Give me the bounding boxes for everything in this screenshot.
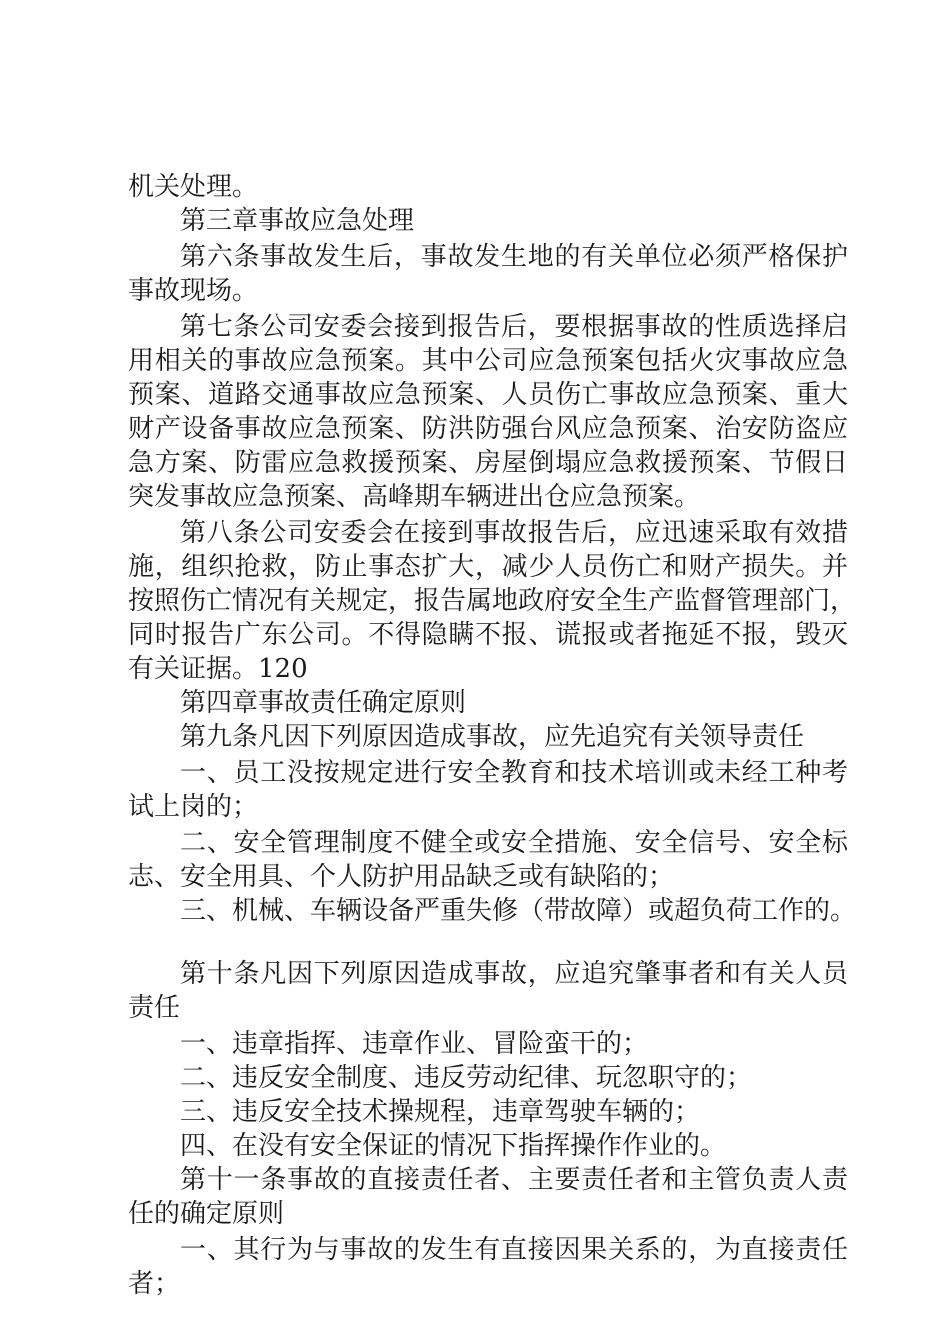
list-item: 一、违章指挥、违章作业、冒险蛮干的； <box>180 1029 649 1059</box>
text-line: 志、安全用具、个人防护用品缺乏或有缺陷的； <box>128 862 675 892</box>
article-line: 第九条凡因下列原因造成事故，应先追究有关领导责任 <box>180 722 805 752</box>
article-line: 第十条凡因下列原因造成事故，应追究肇事者和有关人员 <box>180 959 848 989</box>
text-line: 同时报告广东公司。不得隐瞒不报、谎报或者拖延不报，毁灭 <box>128 620 848 650</box>
article-line: 第十一条事故的直接责任者、主要责任者和主管负责人责 <box>180 1165 848 1195</box>
text-line: 责任 <box>128 993 181 1023</box>
chapter-heading: 第四章事故责任确定原则 <box>180 688 467 718</box>
text-line: 用相关的事故应急预案。其中公司应急预案包括火灾事故应急 <box>128 346 848 376</box>
text-line: 急方案、防雷应急救援预案、房屋倒塌应急救援预案、节假日 <box>128 448 848 478</box>
list-item: 三、违反安全技术操规程，违章驾驶车辆的； <box>180 1097 701 1127</box>
text-line: 财产设备事故应急预案、防洪防强台风应急预案、治安防盗应 <box>128 414 848 444</box>
list-item: 二、违反安全制度、违反劳动纪律、玩忽职守的； <box>180 1063 753 1093</box>
text-line: 机关处理。 <box>128 172 259 202</box>
text-line: 试上岗的； <box>128 792 259 822</box>
article-line: 第六条事故发生后，事故发生地的有关单位必须严格保护 <box>180 242 848 272</box>
text-line: 施，组织抢救，防止事态扩大，减少人员伤亡和财产损失。并 <box>128 552 848 582</box>
list-item: 三、机械、车辆设备严重失修（带故障）或超负荷工作的。 <box>180 896 857 926</box>
text-line: 预案、道路交通事故应急预案、人员伤亡事故应急预案、重大 <box>128 380 848 410</box>
text-line: 事故现场。 <box>128 276 259 306</box>
text-line: 任的确定原则 <box>128 1199 285 1229</box>
list-item: 四、在没有安全保证的情况下指挥操作作业的。 <box>180 1131 727 1161</box>
list-item: 一、其行为与事故的发生有直接因果关系的，为直接责任 <box>180 1235 848 1265</box>
article-line: 第七条公司安委会接到报告后，要根据事故的性质选择启 <box>180 312 848 342</box>
text-line: 突发事故应急预案、高峰期车辆进出仓应急预案。 <box>128 482 701 512</box>
list-item: 二、安全管理制度不健全或安全措施、安全信号、安全标 <box>180 828 848 858</box>
document-body <box>128 172 857 1299</box>
text-line: 有关证据。120 <box>128 654 308 684</box>
chapter-heading: 第三章事故应急处理 <box>180 206 415 236</box>
list-item: 一、员工没按规定进行安全教育和技术培训或未经工种考 <box>180 758 848 788</box>
text-line: 者； <box>128 1269 181 1299</box>
text-line: 按照伤亡情况有关规定，报告属地政府安全生产监督管理部门， <box>128 586 857 616</box>
article-line: 第八条公司安委会在接到事故报告后，应迅速采取有效措 <box>180 518 848 548</box>
